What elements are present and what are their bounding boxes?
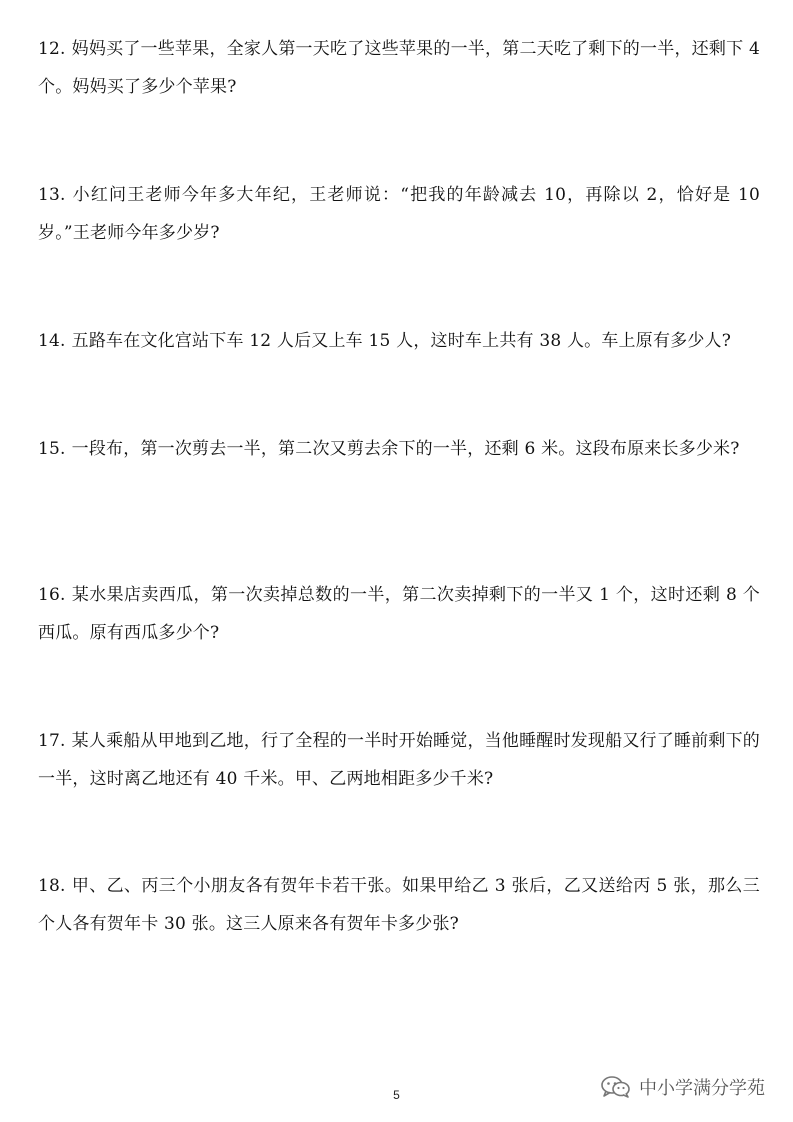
problem-17 (38, 722, 760, 798)
problem-text: 一段布，第一次剪去一半，第二次又剪去余下的一半，还剩 6 米。这段布原来长多少米? (71, 439, 740, 459)
problem-text: 某水果店卖西瓜，第一次卖掉总数的一半，第二次卖掉剩下的一半又 1 个，这时还剩 8 个西瓜。原有西瓜多少个? (38, 585, 760, 643)
problem-number: 13. (38, 185, 66, 205)
problem-16 (38, 576, 760, 652)
problem-14 (38, 322, 760, 360)
problem-text: 甲、乙、丙三个小朋友各有贺年卡若干张。如果甲给乙 3 张后，乙又送给丙 5 张，那么三个人各有贺年卡 30 张。这三人原来各有贺年卡多少张? (38, 876, 760, 934)
problem-number: 18. (38, 876, 66, 896)
watermark-text: 中小学满分学苑 (639, 1078, 765, 1099)
problem-15 (38, 430, 760, 468)
watermark (601, 1074, 765, 1100)
problem-text: 小红问王老师今年多大年纪，王老师说：“把我的年龄减去 10，再除以 2，恰好是 10 岁。”王老师今年多少岁? (38, 185, 760, 243)
problem-text: 五路车在文化宫站下车 12 人后又上车 15 人，这时车上共有 38 人。车上原有多少人? (71, 331, 732, 351)
problem-number: 15. (38, 439, 66, 459)
problem-number: 12. (38, 39, 66, 59)
problem-18 (38, 867, 760, 943)
page-number: 5 (393, 1088, 400, 1102)
problem-13 (38, 176, 760, 252)
problem-12 (38, 30, 760, 106)
problem-text: 某人乘船从甲地到乙地，行了全程的一半时开始睡觉，当他睡醒时发现船又行了睡前剩下的一半，这时离乙地还有 40 千米。甲、乙两地相距多少千米? (38, 731, 760, 789)
wechat-icon (601, 1075, 631, 1099)
problem-text: 妈妈买了一些苹果，全家人第一天吃了这些苹果的一半，第二天吃了剩下的一半，还剩下 4 个。妈妈买了多少个苹果? (38, 39, 760, 97)
problem-number: 17. (38, 731, 66, 751)
problem-number: 16. (38, 585, 66, 605)
problem-number: 14. (38, 331, 66, 351)
